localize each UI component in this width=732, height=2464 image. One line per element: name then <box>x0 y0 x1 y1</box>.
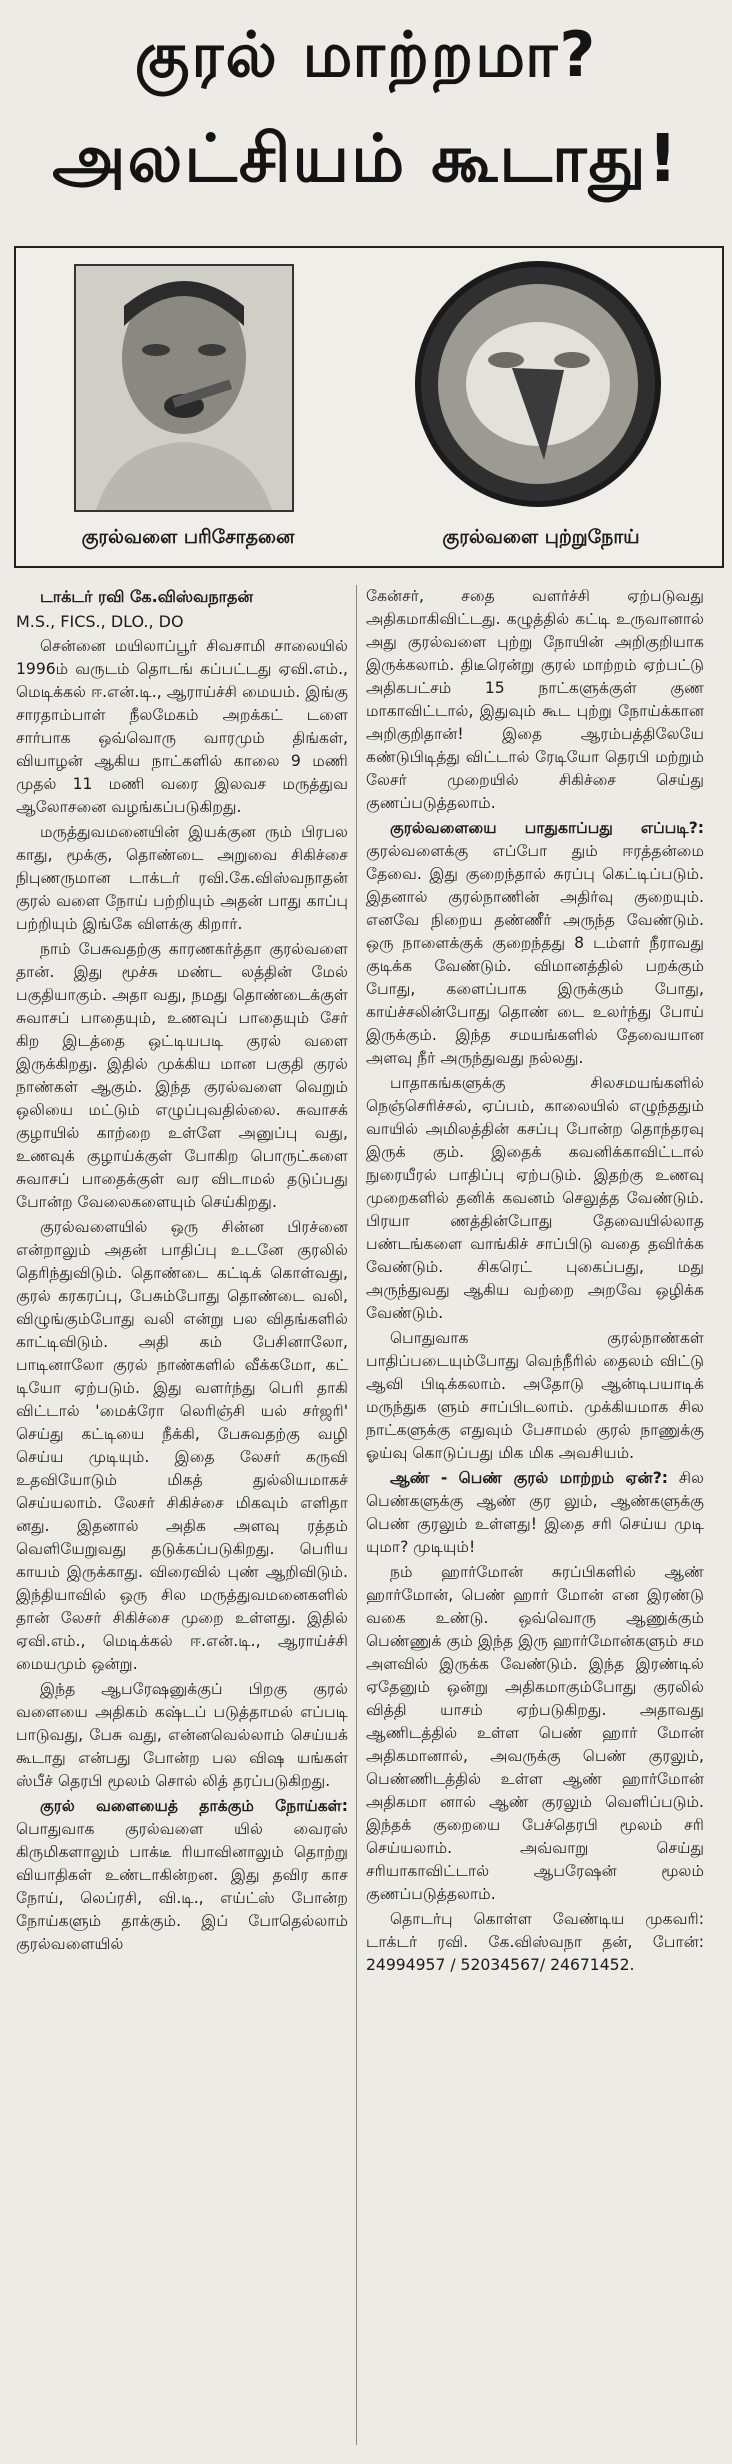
figure-panel <box>14 246 724 568</box>
patient-photo <box>74 264 294 512</box>
paragraph-protection <box>366 817 704 1070</box>
section-lead: குரல் வளையைத் தாக்கும் நோய்கள்: <box>40 1797 348 1815</box>
contact-info: தொடர்பு கொள்ள வேண்டிய முகவரி: டாக்டர் ரவி. கே.விஸ்வநா தன், போன்: 24994957 / 52034567/ 24671452. <box>366 1910 704 1974</box>
paragraph: இந்த ஆபரேஷனுக்குப் பிறகு குரல் வளையை அதிகம் கஷ்டப் படுத்தாமல் எப்படி பாடுவது, பேசு வது, என்னவெல்லாம் செய்யக் கூடாது என்பது போன்ற பல விஷ யங்கள் ஸ்பீச் தெரபி மூலம் சொல் லித் தரப்படுகிறது. <box>16 1680 348 1790</box>
paragraph: கேன்சர், சதை வளர்ச்சி ஏற்படுவது அதிகமாகிவிட்டது. கழுத்தில் கட்டி உருவானால் அது குரல்வளை புற்று நோயின் அறிகுறியாக இருக்கலாம். திடீரென்று குரல் மாற்றம் ஏற்பட்டு அதிகபட்சம் 15 நாட்களுக்குள் குண மாகாவிட்டால், இதுவும் கூட புற்று நோய்க்கான அறிகுறிதான்! இதை ஆரம்பத்திலேயே கண்டுபிடித்து விட்டால் ரேடியோ தெரபி மற்றும் லேசர் முறையில் சிகிச்சை செய்து குணப்படுத்தலாம். <box>366 587 704 812</box>
headline-line-2: அலட்சியம் கூடாது! <box>52 120 680 197</box>
paragraph: குரல்வளையில் ஒரு சின்ன பிரச்னை என்றாலும் அதன் பாதிப்பு உடனே குரலில் தெரிந்துவிடும். தொண்டை கட்டிக் கொள்வது, குரல் கரகரப்பு, பேசும்போது தொண்டை வலி, விழுங்கும்போது வலி என்று பல விதங்களில் காட்டிவிடும். அதி கம் பேசினாலோ, பாடினாலோ குரல் நாண்களில் வீக்கமோ, கட் டியோ ஏற்படும். இது வளர்ந்து பெரி தாகி விட்டால் 'மைக்ரோ லெரிஞ்சி யல் சர்ஜரி' செய்து கட்டியை நீக்கி, பேசுவதற்கு வழி செய்ய முடியும். இதை லேசர் கருவி உதவியோடும் மிகத் துல்லியமாகச் செய்யலாம். லேசர் சிகிச்சை மிகவும் எளிதா னது. இதனால் அதிக அளவு ரத்தம் வெளியேறுவது தடுக்கப்படுகிறது. பெரிய காயம் இருக்காது. விரைவில் புண் ஆறிவிடும். இந்தியாவில் ஒரு சில மருத்துவமனைகளில் தான் லேசர் சிகிச்சை முறை உள்ளது. இதில் ஏவி.எம்., மெடிக்கல் ஈ.என்.டி., ஆராய்ச்சி மையமும் ஒன்று. <box>16 1218 348 1673</box>
paragraph: நம் ஹார்மோன் சுரப்பிகளில் ஆண் ஹார்மோன், பெண் ஹார் மோன் என இரண்டு வகை உண்டு. ஒவ்வொரு ஆணுக்கும் பெண்ணுக் கும் இந்த இரு ஹார்மோன்களும் சம அளவில் இருக்க வேண்டும். இந்த இரண்டில் ஏதேனும் ஒன்று அதிகமாகும்போது குரலில் வித்தி யாசம் ஏற்படுகிறது. அதாவது ஆணிடத்தில் உள்ள பெண் ஹார் மோன் அதிகமானால், அவருக்கு பெண் குரலும், பெண்ணிடத்தில் உள்ள ஆண் ஹார்மோன் அதிகமா னால் ஆண் குரலும் வெளிப்படும். இந்தக் குறையை பேச்தெரபி மூலம் சரி செய்யலாம். அவ்வாறு செய்து சரியாகாவிட்டால் ஆபரேஷன் மூலம் குணப்படுத்தலாம். <box>366 1563 704 1903</box>
paragraph: பொதுவாக குரல்நாண்கள் பாதிப்படையும்போது வெந்நீரில் தைலம் விட்டு ஆவி பிடிக்கலாம். அதோடு ஆன்டிபயாடிக் மருந்துக ளும் சாப்பிடலாம். முக்கியமாக சில நாட்களுக்கு எதுவும் பேசாமல் குரல் நாணுக்கு ஓய்வு கொடுப்பது மிக மிக அவசியம். <box>366 1329 704 1462</box>
column-divider <box>356 585 357 2445</box>
section-lead: குரல்வளையை பாதுகாப்பது எப்படி?: <box>390 819 704 837</box>
caption-left: குரல்வளை பரிசோதனை <box>81 526 295 548</box>
headline-line-1: குரல் மாற்றமா? <box>134 18 598 91</box>
section-lead: ஆண் - பெண் குரல் மாற்றம் ஏன்?: <box>390 1469 668 1487</box>
section-text: குரல்வளைக்கு எப்போ தும் ஈரத்தன்மை தேவை. இது குறைந்தால் சுரப்பு கெட்டிப்படும். இதனால் குரல்நாணின் அதிர்வு குறையும். எனவே நிறைய தண்ணீர் அருந்த வேண்டும். ஒரு நாளைக்குக் குறைந்தது 8 டம்ளர் நீராவது குடிக்க வேண்டும். விமானத்தில் பறக்கும் போது, களைப்பாக இருக்கும் போது, காய்ச்சலின்போது தொண் டை உலர்ந்து போய் இருக்கும். இந்த சமயங்களில் தேவையான அளவு நீர் அருந்துவது நல்லது. <box>366 842 704 1067</box>
column-right <box>366 585 704 1979</box>
laryngoscope-image <box>394 250 682 518</box>
paragraph: சென்னை மயிலாப்பூர் சிவசாமி சாலையில் 1996ம் வருடம் தொடங் கப்பட்டது ஏவி.எம்., மெடிக்கல் ஈ.என்.டி., ஆராய்ச்சி மையம். இங்கு சாரதாம்பாள் நீலமேகம் அறக்கட் டளை சார்பாக ஒவ்வொரு வாரமும் திங்கள், வியாழன் ஆகிய நாட்களில் காலை 9 மணி முதல் 11 மணி வரை இலவச மருத்துவ ஆலோசனை வழங்கப்படுகிறது. <box>16 637 348 816</box>
patient-examination-image <box>76 266 292 510</box>
section-text: சில பெண்களுக்கு ஆண் குர லும், ஆண்களுக்கு பெண் குரலும் உள்ளது! இதை சரி செய்ய முடி யுமா? முடியும்! <box>366 1469 704 1556</box>
caption-right: குரல்வளை புற்றுநோய் <box>442 526 640 548</box>
paragraph-gender-voice <box>366 1467 704 1559</box>
paragraph: நாம் பேசுவதற்கு காரணகர்த்தா குரல்வளை தான். இது மூச்சு மண்ட லத்தின் மேல் பகுதியாகும். அதா வது, நமது தொண்டைக்குள் சுவாசப் பாதையும், உணவுப் பாதையும் சேர் கிற இடத்தை ஒட்டியபடி குரல் வளை இருக்கிறது. இதில் முக்கிய மான பகுதி குரல் நாண்கள் ஆகும். இந்த குரல்வளை வெறும் ஒலியை மட்டும் எழுப்புவதில்லை. சுவாசக் குழாயில் காற்றை உள்ளே அனுப்பு வது, உணவுக் குழாய்க்குள் போகிற பொருட்களை சுவாசப் பாதைக்குள் வர விடாமல் தடுப்பது போன்ற வேலைகளையும் செய்கிறது. <box>16 940 348 1211</box>
paragraph-diseases <box>16 1795 348 1956</box>
credentials: M.S., FICS., DLO., DO <box>16 612 184 631</box>
byline: டாக்டர் ரவி கே.விஸ்வநாதன் <box>40 587 253 606</box>
paragraph: பாதாகங்களுக்கு சிலசமயங்களில் நெஞ்செரிச்சல், ஏப்பம், காலையில் எழுந்ததும் வாயில் அமிலத்தின் கசப்பு போன்ற தொந்தரவு இருக் கும். இதைக் கவனிக்காவிட்டால் நுரையீரல் பாதிப்பு ஏற்படும். இதற்கு உணவு முறைகளில் தனிக் கவனம் செலுத்த வேண்டும். பிரயா ணத்தின்போது தேவையில்லாத பண்டங்களை வாங்கிச் சாப்பிடு வதை தவிர்க்க வேண்டும். சிகரெட் புகைப்பது, மது அருந்துவது ஆகிய வற்றை அறவே ஒழிக்க வேண்டும். <box>366 1074 704 1322</box>
section-text: பொதுவாக குரல்வளை யில் வைரஸ் கிருமிகளாலும் பாக்டீ ரியாவினாலும் தொற்று வியாதிகள் உண்டாகின்றன. இது தவிர காச நோய், லெப்ரசி, வி.டி., எய்ட்ஸ் போன்ற நோய்களும் தாக்கும். இப் போதெல்லாம் குரல்வளையில் <box>16 1820 348 1953</box>
paragraph: மருத்துவமனையின் இயக்குன ரும் பிரபல காது, மூக்கு, தொண்டை அறுவை சிகிச்சை நிபுணருமான டாக்டர் ரவி.கே.விஸ்வநாதன் குரல் வளை நோய் பற்றியும் அதன் பாது காப்பு பற்றியும் இங்கே விளக்கு கிறார். <box>16 823 348 933</box>
column-left <box>16 585 348 1958</box>
